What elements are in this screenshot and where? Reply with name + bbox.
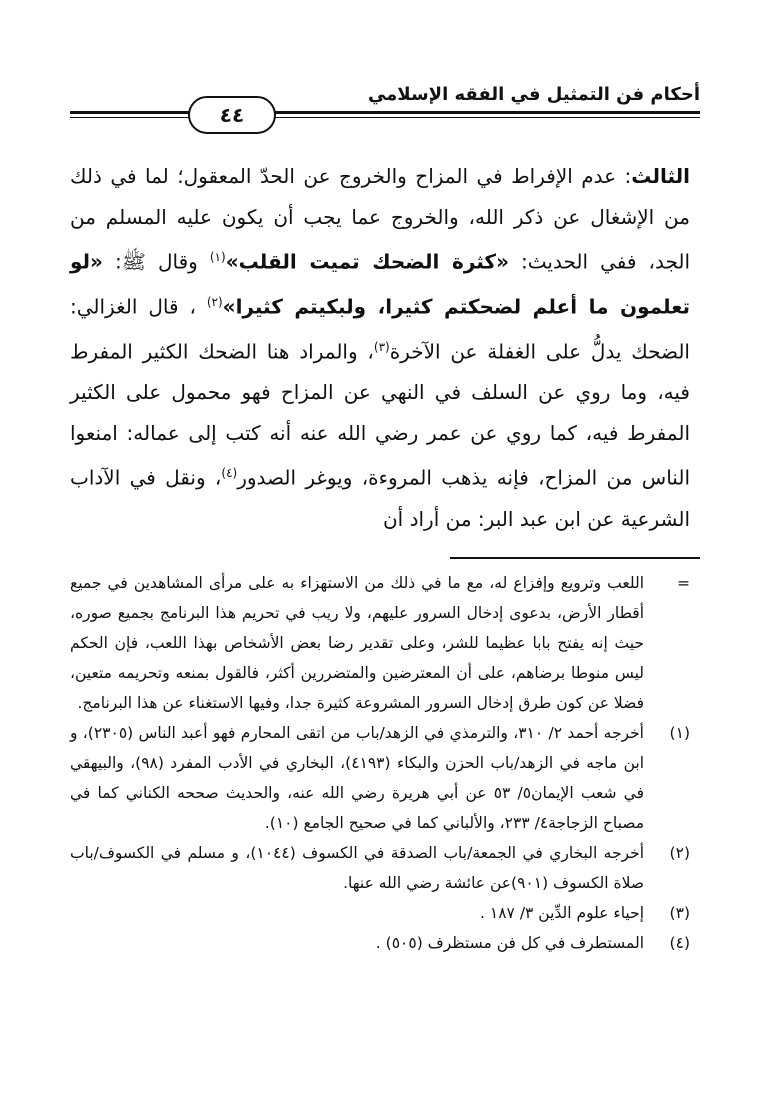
text-run: ، والمراد هنا الضحك الكثير المفرط فيه، وما روي عن السلف في النهي عن المزاح فهو محمول على الكثير المفرط فيه، كما روي عن عمر رضي الله عنه أنه كتب إلى عماله: امنعوا الناس من المزاح، فإنه يذهب المروءة، ويوغر الصدور — [70, 339, 690, 491]
footnotes — [70, 568, 690, 958]
footnote — [70, 928, 690, 958]
running-title: أحكام فن التمثيل في الفقه الإسلامي — [367, 84, 700, 105]
paragraph — [70, 156, 690, 539]
footnote-text: أخرجه أحمد ٢/ ٣١٠، والترمذي في الزهد/باب من اتقى المحارم فهو أعبد الناس (٢٣٠٥)، و ابن ماجه في الزهد/باب الحزن والبكاء (٤١٩٣)، البخاري في الأدب المفرد (٩٨)، والبيهقي في شعب الإيمان٥/ ٥٣ عن أبي هريرة رضي الله عنه، والحديث صححه الكناني كما في مصباح الزجاجة٤/ ٢٣٣، والألباني كما في صحيح الجامع (١٠). — [70, 724, 645, 832]
footnote-text: إحياء علوم الدِّين ٣/ ١٨٧ . — [480, 904, 644, 922]
page-number: ٤٤ — [188, 96, 276, 134]
footnote — [70, 898, 690, 928]
footnote-text: اللعب وترويع وإفزاع له، مع ما في ذلك من الاستهزاء به على مرأى المشاهدين في جميع أقطار الأرض، بدعوى إدخال السرور عليهم، ولا ريب في تحريم هذا البرنامج بجميع صوره، حيث إنه يفتح بابا عظيما للشر، وعلى تقدير رضا بعض الأشخاص بهذا اللعب، فإن الحكم ليس منوطا برضاهم، على أن المعترضين والمتضررين أكثر، فالقول بمنعه وتحريمه متعين، فضلا عن كون طرق إدخال السرور المشروعة كثيرة جدا، وفيها الاستغناء عن هذا البرنامج. — [70, 574, 644, 712]
text-run: ، ونقل في الآداب الشرعية عن ابن عبد البر: من أراد أن — [70, 466, 690, 531]
hadith-quote: «لو تعلمون ما أعلم لضحكتم كثيرا، ولبكيتم كثيرا» — [70, 249, 690, 319]
text-run: : عدم الإفراط في المزاح والخروج عن الحدّ المعقول؛ لما في ذلك من الإشغال عن ذكر الله، والخروج عما يجب أن يكون عليه المسلم من الجد، ففي الحديث: — [70, 164, 691, 274]
main-text — [70, 156, 690, 539]
footnote — [70, 718, 690, 838]
footnote-ref: (٤) — [221, 466, 238, 481]
hadith-quote: «كثرة الضحك تميت القلب» — [225, 249, 509, 274]
footnote-ref: (١) — [209, 250, 226, 264]
text-run: ، قال الغزالي: الضحك يدلُّ على الغفلة عن الآخرة — [70, 294, 690, 364]
footnote-ref: (٣) — [373, 340, 390, 355]
text-run: وقال ﷺ: — [102, 249, 210, 274]
footnote-text: المستطرف في كل فن مستظرف (٥٠٥) . — [375, 934, 644, 952]
footnote-number: (٣) — [669, 904, 690, 922]
footnote-number: = — [677, 574, 690, 592]
header-rule-left — [70, 111, 182, 114]
footnote-text: أخرجه البخاري في الجمعة/باب الصدقة في الكسوف (١٠٤٤)، و مسلم في الكسوف/باب صلاة الكسوف (٩٠١)عن عائشة رضي الله عنها. — [70, 844, 644, 892]
header-rule-left-thin — [70, 117, 182, 118]
footnote-number: (١) — [669, 724, 690, 742]
footnote-number: (٢) — [669, 844, 690, 862]
page-header — [70, 78, 700, 138]
footnote — [70, 838, 690, 898]
footnote — [70, 568, 690, 718]
footnote-number: (٤) — [669, 934, 690, 952]
section-lead: الثالث — [631, 164, 690, 188]
footnote-separator — [450, 557, 700, 559]
footnote-ref: (٢) — [206, 295, 223, 310]
